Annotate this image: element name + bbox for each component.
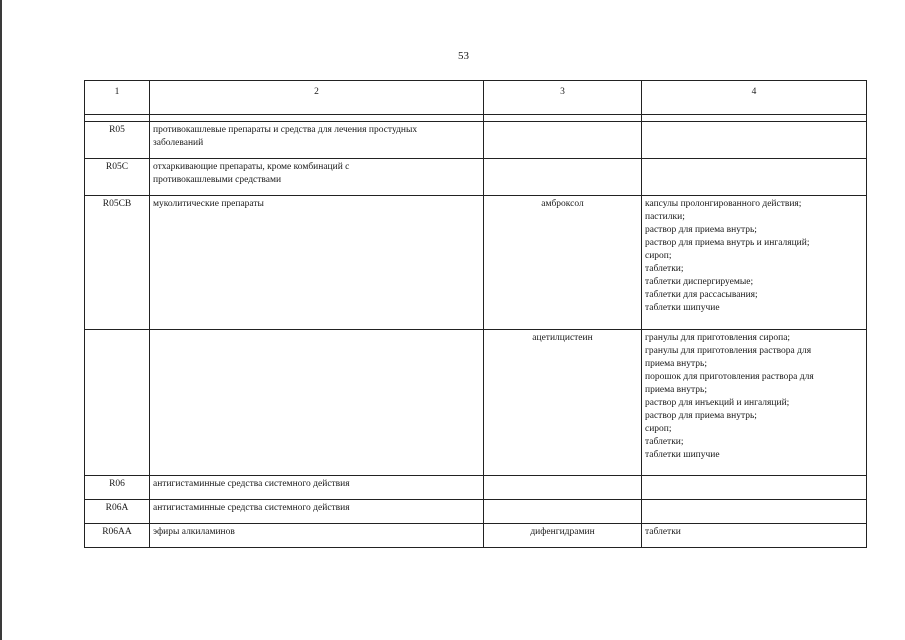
gap-cell: [85, 115, 150, 122]
group-name-cell: [150, 500, 484, 524]
dosage-forms-cell: [642, 500, 867, 524]
drug-name-cell: [484, 122, 642, 159]
atc-code-cell: R06A: [85, 500, 150, 524]
page-number: 53: [458, 50, 469, 62]
group-name-line: противокашлевые препараты и средства для лечения простудных: [153, 125, 418, 135]
atc-code-cell: [85, 330, 150, 476]
dosage-form-line: таблетки шипучие: [645, 303, 720, 313]
table-row: [85, 330, 867, 476]
group-name-cell: [150, 159, 484, 196]
dosage-form-line: таблетки шипучие: [645, 450, 720, 460]
dosage-form-line: таблетки для рассасывания;: [645, 290, 758, 300]
atc-code-cell: R06AA: [85, 524, 150, 548]
group-name-line: муколитические препараты: [153, 199, 264, 209]
table-row: [85, 159, 867, 196]
dosage-form-line: таблетки: [645, 527, 681, 537]
drug-name-cell: ацетилцистеин: [484, 330, 642, 476]
dosage-form-line: приема внутрь;: [645, 385, 707, 395]
dosage-form-line: гранулы для приготовления сиропа;: [645, 333, 791, 343]
table-row: [85, 196, 867, 330]
header-gap: [85, 115, 867, 122]
drug-table: [84, 80, 867, 548]
atc-code-cell: R05C: [85, 159, 150, 196]
gap-cell: [484, 115, 642, 122]
dosage-form-line: сироп;: [645, 251, 672, 261]
dosage-forms-cell: [642, 330, 867, 476]
column-header: 4: [642, 81, 867, 115]
dosage-form-line: сироп;: [645, 424, 672, 434]
atc-code-cell: R05CB: [85, 196, 150, 330]
group-name-line: эфиры алкиламинов: [153, 527, 235, 537]
dosage-form-line: гранулы для приготовления раствора для: [645, 346, 812, 356]
table-row: [85, 122, 867, 159]
group-name-cell: [150, 476, 484, 500]
dosage-form-line: порошок для приготовления раствора для: [645, 372, 814, 382]
table-row: [85, 500, 867, 524]
group-name-line: заболеваний: [153, 138, 204, 148]
dosage-form-line: раствор для приема внутрь и ингаляций;: [645, 238, 810, 248]
group-name-line: антигистаминные средства системного действия: [153, 503, 350, 513]
group-name-line: отхаркивающие препараты, кроме комбинаций с: [153, 162, 350, 172]
group-name-cell: [150, 196, 484, 330]
drug-name-cell: [484, 500, 642, 524]
dosage-form-line: таблетки диспергируемые;: [645, 277, 754, 287]
dosage-forms-cell: [642, 196, 867, 330]
group-name-line: антигистаминные средства системного действия: [153, 479, 350, 489]
dosage-form-line: раствор для инъекций и ингаляций;: [645, 398, 790, 408]
table-row: [85, 524, 867, 548]
dosage-forms-cell: [642, 122, 867, 159]
drug-name-cell: амброксол: [484, 196, 642, 330]
table-row: [85, 476, 867, 500]
drug-name-cell: дифенгидрамин: [484, 524, 642, 548]
drug-name-cell: [484, 476, 642, 500]
dosage-form-line: капсулы пролонгированного действия;: [645, 199, 802, 209]
page-edge-line: [0, 0, 2, 640]
dosage-form-line: таблетки;: [645, 264, 684, 274]
dosage-forms-cell: [642, 159, 867, 196]
dosage-form-line: таблетки;: [645, 437, 684, 447]
group-name-cell: [150, 122, 484, 159]
column-header: 1: [85, 81, 150, 115]
gap-cell: [150, 115, 484, 122]
dosage-form-line: раствор для приема внутрь;: [645, 225, 757, 235]
group-name-line: противокашлевыми средствами: [153, 175, 282, 185]
column-header: 3: [484, 81, 642, 115]
column-header: 2: [150, 81, 484, 115]
dosage-forms-cell: [642, 476, 867, 500]
table-header-row: [85, 81, 867, 115]
dosage-form-line: раствор для приема внутрь;: [645, 411, 757, 421]
gap-cell: [642, 115, 867, 122]
drug-name-cell: [484, 159, 642, 196]
group-name-cell: [150, 330, 484, 476]
dosage-form-line: пастилки;: [645, 212, 685, 222]
atc-code-cell: R06: [85, 476, 150, 500]
dosage-forms-cell: [642, 524, 867, 548]
atc-code-cell: R05: [85, 122, 150, 159]
group-name-cell: [150, 524, 484, 548]
dosage-form-line: приема внутрь;: [645, 359, 707, 369]
